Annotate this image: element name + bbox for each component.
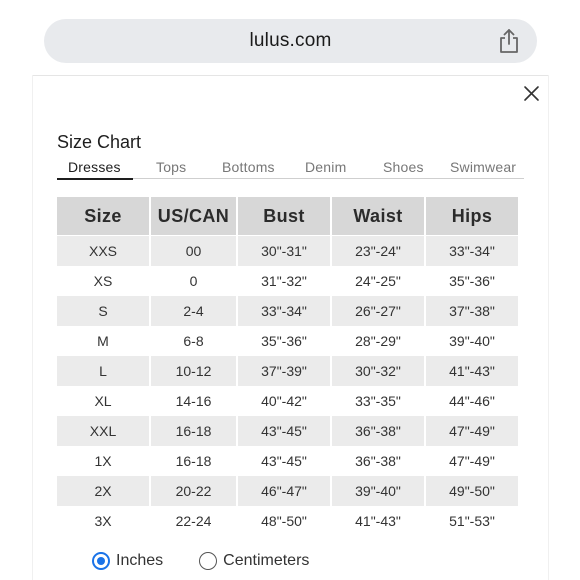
cell-size: 2X bbox=[57, 476, 149, 506]
cell-size: S bbox=[57, 296, 149, 326]
cell-hips: 47"-49" bbox=[449, 453, 495, 469]
table-row bbox=[57, 296, 524, 326]
modal-title: Size Chart bbox=[57, 132, 142, 152]
table-row bbox=[57, 506, 524, 536]
cell-hips: 51"-53" bbox=[449, 513, 495, 529]
cell-us-can: 22-24 bbox=[175, 513, 212, 529]
page-divider bbox=[32, 75, 549, 76]
cell-size: L bbox=[57, 356, 149, 386]
cell-waist: 33"-35" bbox=[355, 393, 401, 409]
cell-us-can: 2-4 bbox=[151, 296, 236, 326]
cell-waist: 24"-25" bbox=[355, 273, 401, 289]
cell-bust: 33"-34" bbox=[238, 296, 330, 326]
cell-bust: 40"-42" bbox=[261, 393, 307, 409]
unit-toggle bbox=[92, 552, 345, 570]
cell-bust: 37"-39" bbox=[238, 356, 330, 386]
cell-bust: 43"-45" bbox=[261, 453, 307, 469]
table-row bbox=[57, 236, 524, 266]
table-header-row bbox=[57, 197, 524, 235]
cell-size: M bbox=[97, 333, 109, 349]
inches-radio[interactable] bbox=[92, 552, 110, 570]
cell-us-can: 0 bbox=[189, 273, 198, 289]
cell-bust: 46"-47" bbox=[238, 476, 330, 506]
cell-us-can: 6-8 bbox=[183, 333, 204, 349]
header-waist: Waist bbox=[332, 197, 424, 235]
cell-waist: 36"-38" bbox=[355, 453, 401, 469]
cell-hips: 44"-46" bbox=[449, 393, 495, 409]
tab-denim[interactable]: Denim bbox=[305, 159, 347, 175]
cell-waist: 30"-32" bbox=[332, 356, 424, 386]
cell-hips: 33"-34" bbox=[426, 236, 518, 266]
table-row bbox=[57, 386, 524, 416]
cell-size: XL bbox=[94, 393, 112, 409]
cell-hips: 41"-43" bbox=[426, 356, 518, 386]
cell-us-can: 00 bbox=[151, 236, 236, 266]
tab-bottoms[interactable]: Bottoms bbox=[222, 159, 275, 175]
table-row bbox=[57, 416, 524, 446]
cell-bust: 35"-36" bbox=[261, 333, 307, 349]
centimeters-label: Centimeters bbox=[223, 552, 310, 569]
share-icon[interactable] bbox=[498, 28, 520, 54]
unit-option-inches[interactable] bbox=[92, 552, 163, 570]
cell-bust: 48"-50" bbox=[261, 513, 307, 529]
cell-hips: 39"-40" bbox=[449, 333, 495, 349]
cell-size: XXS bbox=[57, 236, 149, 266]
cell-us-can: 20-22 bbox=[151, 476, 236, 506]
table-body bbox=[57, 236, 524, 536]
table-row bbox=[57, 356, 524, 386]
tab-shoes[interactable]: Shoes bbox=[383, 159, 424, 175]
cell-hips: 35"-36" bbox=[449, 273, 495, 289]
table-row bbox=[57, 476, 524, 506]
header-us-can: US/CAN bbox=[151, 197, 236, 235]
url-text[interactable]: lulus.com bbox=[249, 30, 332, 51]
cell-waist: 23"-24" bbox=[332, 236, 424, 266]
unit-option-centimeters[interactable] bbox=[199, 552, 309, 570]
cell-waist: 26"-27" bbox=[332, 296, 424, 326]
table-row bbox=[57, 446, 524, 476]
cell-waist: 28"-29" bbox=[355, 333, 401, 349]
cell-size: 1X bbox=[94, 453, 112, 469]
cell-hips: 47"-49" bbox=[426, 416, 518, 446]
tab-dresses[interactable]: Dresses bbox=[68, 159, 121, 175]
tab-tops[interactable]: Tops bbox=[156, 159, 187, 175]
cell-waist: 39"-40" bbox=[332, 476, 424, 506]
size-chart-table bbox=[57, 197, 524, 536]
cell-us-can: 10-12 bbox=[151, 356, 236, 386]
table-row bbox=[57, 326, 524, 356]
url-bar[interactable] bbox=[44, 19, 537, 63]
modal-right-edge bbox=[548, 75, 549, 580]
centimeters-radio[interactable] bbox=[199, 552, 217, 570]
table-row bbox=[57, 266, 524, 296]
cell-bust: 30"-31" bbox=[238, 236, 330, 266]
cell-hips: 37"-38" bbox=[426, 296, 518, 326]
category-tabs bbox=[57, 157, 524, 179]
tab-swimwear[interactable]: Swimwear bbox=[450, 159, 517, 175]
cell-size: XXL bbox=[57, 416, 149, 446]
close-icon[interactable] bbox=[523, 85, 540, 102]
cell-size: 3X bbox=[94, 513, 112, 529]
header-hips: Hips bbox=[426, 197, 518, 235]
cell-waist: 36"-38" bbox=[332, 416, 424, 446]
modal-left-edge bbox=[32, 75, 33, 580]
cell-size: XS bbox=[93, 273, 113, 289]
header-bust: Bust bbox=[238, 197, 330, 235]
cell-bust: 43"-45" bbox=[238, 416, 330, 446]
header-size: Size bbox=[57, 197, 149, 235]
active-tab-indicator bbox=[57, 178, 133, 180]
cell-waist: 41"-43" bbox=[355, 513, 401, 529]
cell-us-can: 16-18 bbox=[175, 453, 212, 469]
cell-hips: 49"-50" bbox=[426, 476, 518, 506]
cell-bust: 31"-32" bbox=[261, 273, 307, 289]
cell-us-can: 16-18 bbox=[151, 416, 236, 446]
inches-label: Inches bbox=[116, 552, 164, 569]
cell-us-can: 14-16 bbox=[175, 393, 212, 409]
